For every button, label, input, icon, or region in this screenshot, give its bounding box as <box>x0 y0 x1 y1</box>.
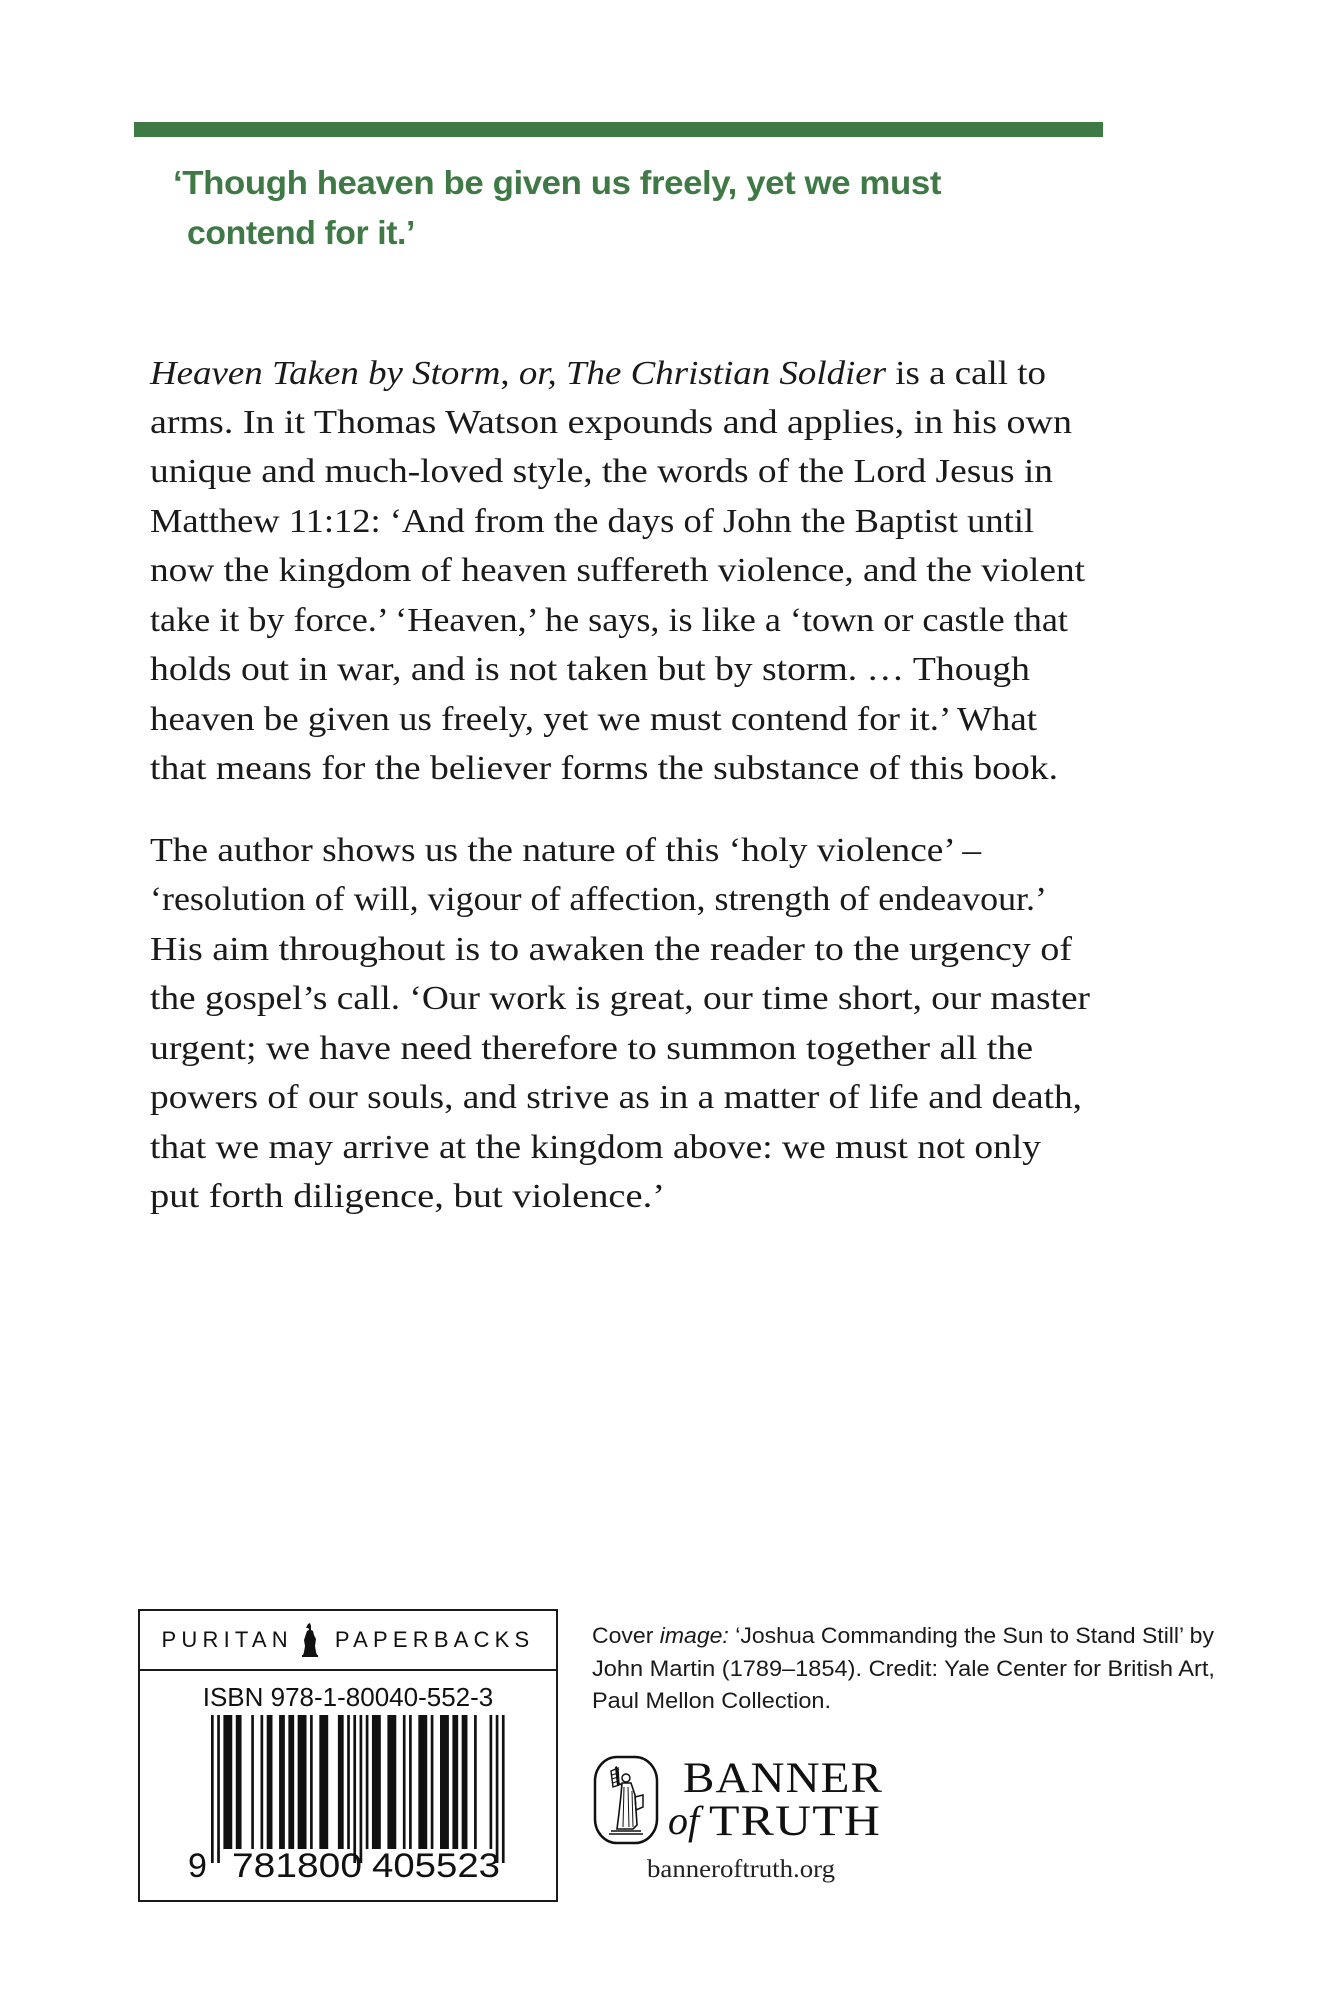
banner-emblem-icon <box>593 1755 659 1845</box>
description-line: take it by force.’ ‘Heaven,’ he says, is like a ‘town or castle that <box>150 602 1068 639</box>
publisher-name-truth: TRUTH <box>709 1798 882 1845</box>
description-line: that we may arrive at the kingdom above: we must not only <box>150 1129 1041 1166</box>
barcode-bar <box>267 1715 273 1849</box>
description-line: The author shows us the nature of this ‘holy violence’ – <box>150 832 982 869</box>
barcode-bar <box>236 1715 242 1849</box>
barcode-digits-right: 405523 <box>372 1847 500 1885</box>
description-line: ‘resolution of will, vigour of affection, strength of endeavour.’ <box>150 881 1047 918</box>
credit-label-italic: image: <box>659 1623 729 1648</box>
description-line: urgent; we have need therefore to summon together all the <box>150 1030 1034 1067</box>
description-line: put forth diligence, but violence.’ <box>150 1178 666 1215</box>
isbn-barcode-box <box>138 1609 558 1902</box>
cover-credit-line: Cover image: ‘Joshua Commanding the Sun to Stand Still’ by <box>592 1623 1214 1648</box>
barcode-bar <box>338 1715 344 1849</box>
publisher-url[interactable]: banneroftruth.org <box>647 1856 835 1883</box>
barcode-bar <box>502 1715 505 1863</box>
barcode-bar <box>298 1715 307 1849</box>
barcode-bar <box>490 1715 493 1849</box>
barcode-bar <box>360 1715 363 1863</box>
barcode <box>140 1611 556 1900</box>
barcode-bar <box>310 1715 313 1849</box>
barcode-bar <box>474 1715 477 1849</box>
barcode-bar <box>211 1715 214 1863</box>
description-line: that means for the believer forms the substance of this book. <box>150 750 1059 787</box>
barcode-bars <box>211 1715 505 1863</box>
barcode-bar <box>347 1715 350 1849</box>
pull-quote-line: ‘Though heaven be given us freely, yet we must <box>173 164 942 201</box>
cover-credit-line: John Martin (1789–1854). Credit: Yale Center for British Art, <box>592 1656 1215 1681</box>
description-line: now the kingdom of heaven suffereth violence, and the violent <box>150 552 1086 589</box>
barcode-digit-first: 9 <box>188 1847 207 1885</box>
series-name-left: PURITAN <box>161 1627 293 1652</box>
barcode-bar <box>261 1715 264 1849</box>
description-line: unique and much-loved style, the words of the Lord Jesus in <box>150 453 1054 490</box>
barcode-bar <box>496 1715 499 1863</box>
barcode-bar <box>418 1715 427 1849</box>
book-title: Heaven Taken by Storm <box>150 355 501 392</box>
description-line: His aim throughout is to awaken the reader to the urgency of <box>150 931 1072 968</box>
description-line: holds out in war, and is not taken but by storm. … Though <box>150 651 1030 688</box>
description-line: powers of our souls, and strive as in a matter of life and death, <box>150 1079 1083 1116</box>
barcode-bar <box>452 1715 458 1849</box>
barcode-bar <box>462 1715 468 1849</box>
barcode-bar <box>403 1715 406 1849</box>
series-name-right: PAPERBACKS <box>334 1627 535 1652</box>
green-rule <box>134 122 1103 137</box>
isbn-label: ISBN 978-1-80040-552-3 <box>202 1682 494 1712</box>
publisher-name-banner: BANNER <box>683 1755 883 1802</box>
publisher-name-of: of <box>668 1798 700 1843</box>
barcode-digits-left: 781800 <box>232 1847 362 1885</box>
barcode-bar <box>251 1715 254 1849</box>
book-subtitle: or, The Christian Soldier <box>518 355 887 392</box>
barcode-bar <box>366 1715 369 1849</box>
description-line: the gospel’s call. ‘Our work is great, our time short, our master <box>150 980 1090 1017</box>
description-line: Matthew 11:12: ‘And from the days of John the Baptist until <box>150 503 1034 540</box>
barcode-bar <box>353 1715 356 1863</box>
barcode-bar <box>440 1715 449 1849</box>
description-line: Heaven Taken by Storm, or, The Christian Soldier is a call to <box>150 355 1047 392</box>
cover-credit-line: Paul Mellon Collection. <box>592 1688 831 1713</box>
barcode-bar <box>431 1715 434 1849</box>
barcode-bar <box>409 1715 412 1849</box>
description-line: heaven be given us freely, yet we must contend for it.’ What <box>150 701 1037 738</box>
barcode-bar <box>288 1715 294 1849</box>
description-line: arms. In it Thomas Watson expounds and applies, in his own <box>150 404 1072 441</box>
barcode-bar <box>387 1715 396 1849</box>
barcode-bar <box>223 1715 232 1849</box>
barcode-bar <box>372 1715 381 1849</box>
barcode-bar <box>279 1715 285 1849</box>
barcode-bar <box>217 1715 220 1863</box>
pull-quote-line: contend for it.’ <box>187 214 416 251</box>
barcode-bar <box>319 1715 328 1849</box>
